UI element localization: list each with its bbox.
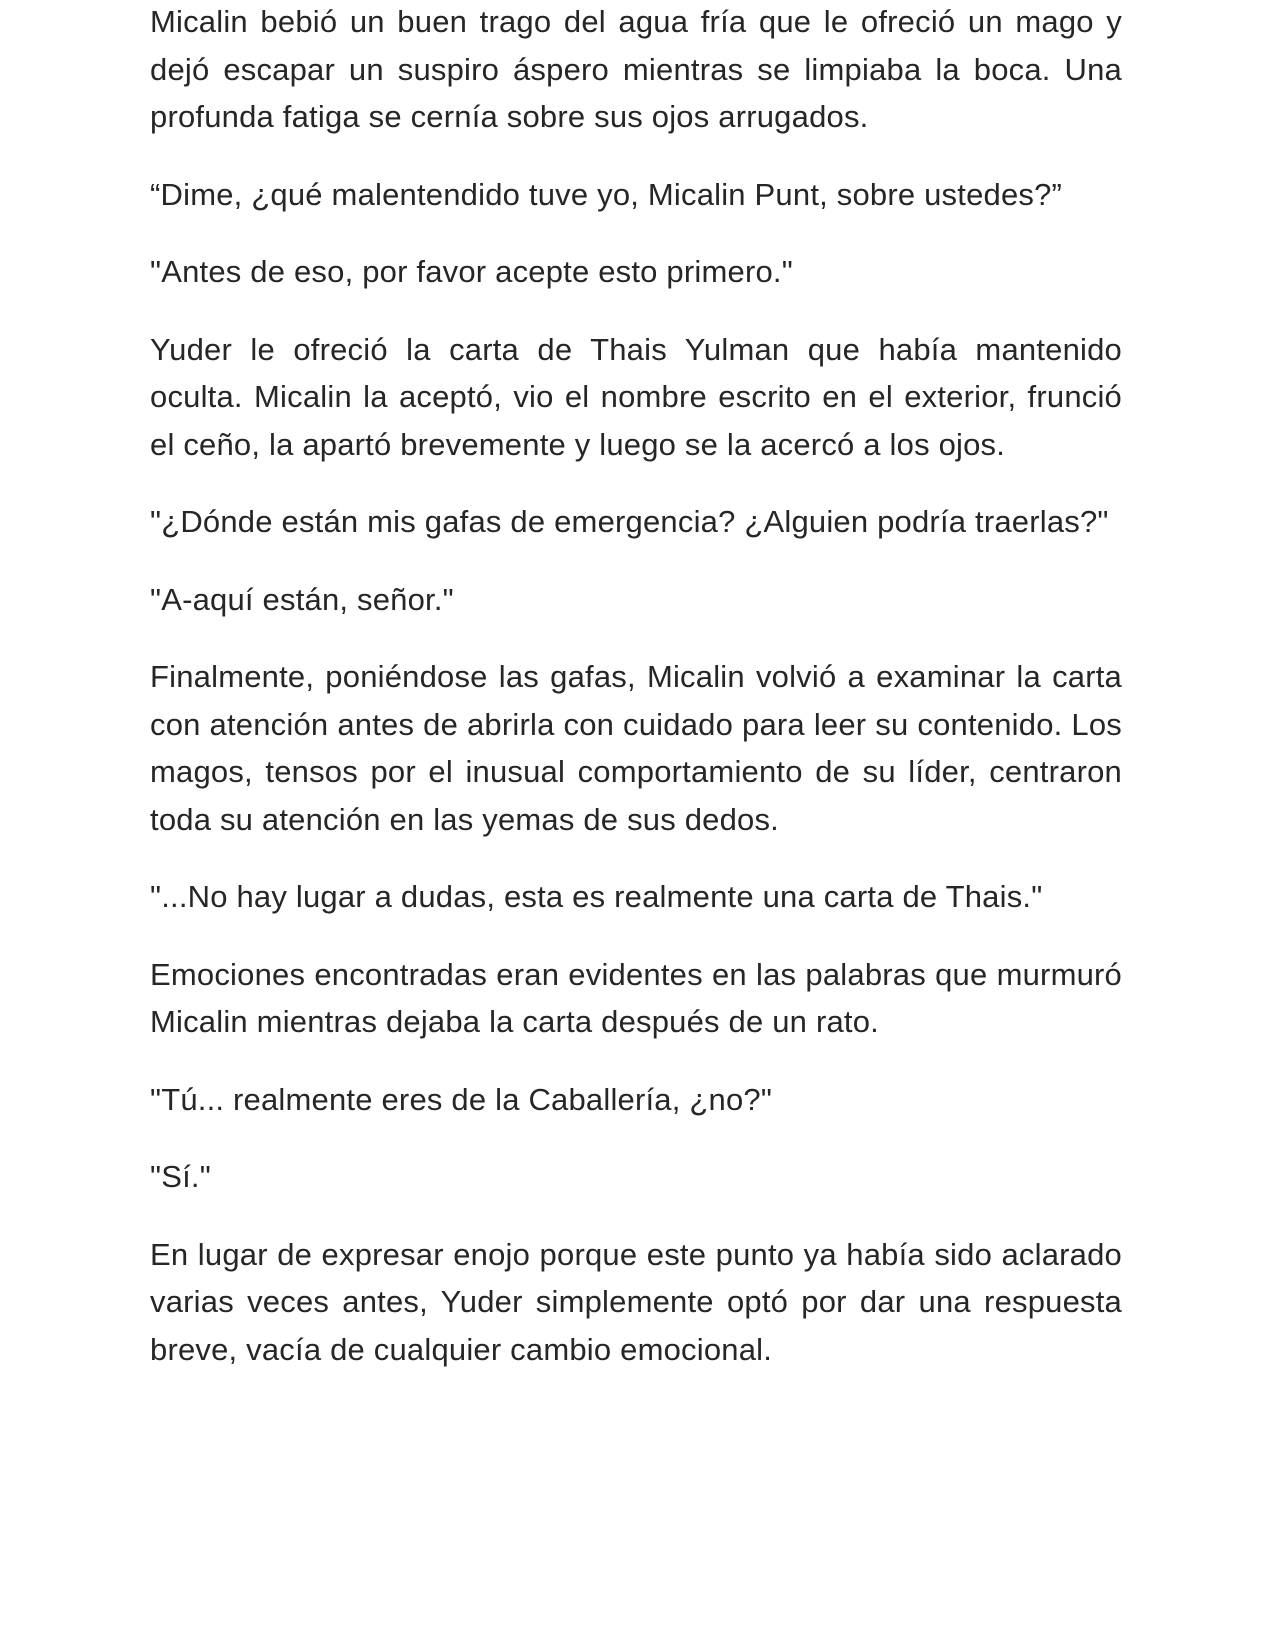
paragraph-4: Yuder le ofreció la carta de Thais Yulman que había mantenido oculta. Micalin la aceptó, vio el nombre escrito en el exterior, frunció el ceño, la apartó brevemente y luego se la acercó a los ojos. bbox=[150, 331, 1122, 462]
paragraph-6: "A-aquí están, señor." bbox=[150, 581, 454, 617]
paragraph-5: "¿Dónde están mis gafas de emergencia? ¿Alguien podría traerlas?" bbox=[150, 504, 1109, 539]
document-page bbox=[150, 0, 1122, 1403]
paragraph-11: "Sí." bbox=[150, 1159, 211, 1194]
paragraph-7: Finalmente, poniéndose las gafas, Micalin volvió a examinar la carta con atención antes de abrirla con cuidado para leer su contenido. Los magos, tensos por el inusual comportamiento de su líder, centraron toda su atención en las yemas de sus dedos. bbox=[150, 659, 1122, 837]
paragraph-12: En lugar de expresar enojo porque este punto ya había sido aclarado varias veces antes, Yuder simplemente optó por dar una respuesta breve, vacía de cualquier cambio emocional. bbox=[150, 1236, 1122, 1367]
paragraph-8: "...No hay lugar a dudas, esta es realmente una carta de Thais." bbox=[150, 879, 1043, 914]
paragraph-1: Micalin bebió un buen trago del agua fría que le ofreció un mago y dejó escapar un suspiro áspero mientras se limpiaba la boca. Una profunda fatiga se cernía sobre sus ojos arrugados. bbox=[150, 4, 1122, 134]
paragraph-10: "Tú... realmente eres de la Caballería, ¿no?" bbox=[150, 1081, 773, 1117]
paragraph-3: "Antes de eso, por favor acepte esto primero." bbox=[150, 254, 793, 289]
paragraph-9: Emociones encontradas eran evidentes en las palabras que murmuró Micalin mientras dejaba la carta después de un rato. bbox=[150, 956, 1122, 1039]
paragraph-2: “Dime, ¿qué malentendido tuve yo, Micalin Punt, sobre ustedes?” bbox=[150, 176, 1063, 212]
